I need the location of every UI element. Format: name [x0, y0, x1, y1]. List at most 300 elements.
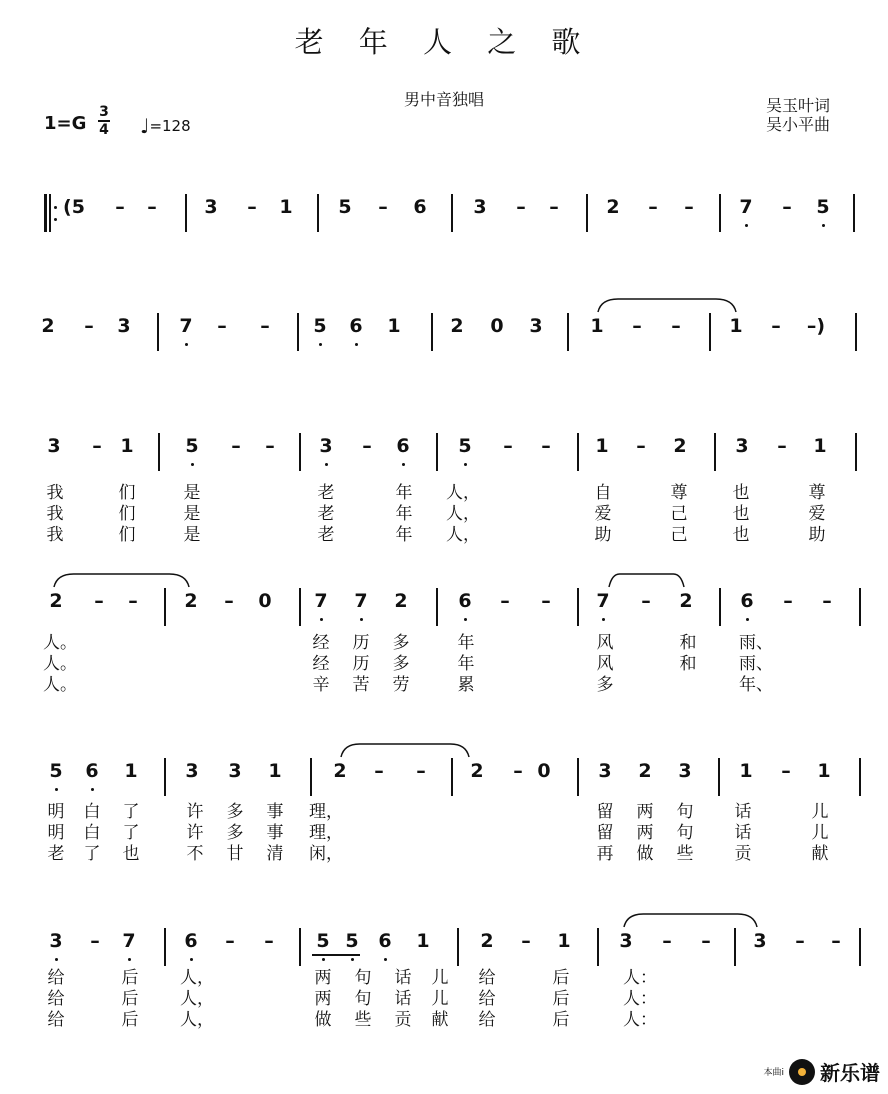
note: (5: [63, 196, 85, 218]
lyric-syllable: 老: [47, 844, 65, 864]
lyric-syllable: 给: [478, 968, 496, 988]
note: 2: [638, 760, 652, 782]
lyric-syllable: 句: [354, 968, 372, 988]
lyric-syllable: 累: [457, 675, 475, 695]
note: 7: [179, 315, 193, 337]
lyric-syllable: 许: [186, 802, 204, 822]
note: –: [147, 196, 157, 218]
lyric-syllable: 两: [314, 968, 332, 988]
lyric-syllable: 年: [395, 504, 413, 524]
note: 1: [557, 930, 571, 952]
lyric-syllable: 年、: [739, 675, 773, 695]
lyric-syllable: 年: [457, 654, 475, 674]
eighth-beam: [312, 954, 360, 956]
lyric-syllable: 后: [552, 1010, 570, 1030]
note: 5: [816, 196, 830, 218]
lyric-syllable: 们: [118, 525, 136, 545]
lyric-syllable: 们: [118, 504, 136, 524]
note: –: [224, 590, 234, 612]
note: –: [378, 196, 388, 218]
note: –: [641, 590, 651, 612]
lyric-syllable: 辛: [312, 675, 330, 695]
note: 1: [120, 435, 134, 457]
note: 3: [529, 315, 543, 337]
lyric-syllable: 人。: [43, 675, 77, 695]
repeat-bar-thin: [49, 194, 51, 232]
lyric-syllable: 历: [352, 633, 370, 653]
low-octave-dot: [322, 958, 325, 961]
lyric-syllable: 爱: [594, 504, 612, 524]
note: 3: [204, 196, 218, 218]
note: –: [231, 435, 241, 457]
tie-arc: [340, 742, 470, 758]
lyric-syllable: 话: [394, 968, 412, 988]
low-octave-dot: [191, 463, 194, 466]
lyric-syllable: 给: [478, 1010, 496, 1030]
barline: [451, 758, 453, 796]
barline: [859, 928, 861, 966]
lyric-syllable: 儿: [431, 968, 449, 988]
lyric-syllable: 给: [478, 989, 496, 1009]
tie-arc: [608, 572, 685, 588]
note: 7: [122, 930, 136, 952]
tie-arc: [597, 297, 737, 313]
note: –: [541, 435, 551, 457]
lyric-syllable: 我: [46, 504, 64, 524]
lyric-syllable: 人：: [623, 1010, 657, 1030]
lyric-syllable: 后: [121, 989, 139, 1009]
lyric-syllable: 不: [186, 844, 204, 864]
lyric-syllable: 清: [266, 844, 284, 864]
barline: [719, 588, 721, 626]
barline: [157, 313, 159, 351]
lyric-syllable: 再: [596, 844, 614, 864]
lyric-syllable: 事: [266, 802, 284, 822]
lyric-syllable: 是: [183, 525, 201, 545]
note: 6: [396, 435, 410, 457]
note: 1: [729, 315, 743, 337]
performance-note: 男中音独唱: [403, 90, 484, 109]
barline: [714, 433, 716, 471]
note: 3: [49, 930, 63, 952]
note: –): [806, 315, 826, 337]
tie-arc: [623, 912, 758, 928]
lyric-syllable: 是: [183, 483, 201, 503]
lyric-syllable: 也: [732, 525, 750, 545]
barline: [567, 313, 569, 351]
lyric-syllable: 明: [47, 802, 65, 822]
barline: [297, 313, 299, 351]
note: 1: [739, 760, 753, 782]
lyric-syllable: 些: [354, 1010, 372, 1030]
lyric-syllable: 句: [676, 823, 694, 843]
tempo-value: =128: [149, 117, 191, 135]
note: –: [416, 760, 426, 782]
note: –: [128, 590, 138, 612]
note: –: [648, 196, 658, 218]
low-octave-dot: [55, 958, 58, 961]
note: 7: [739, 196, 753, 218]
note: –: [822, 590, 832, 612]
lyric-syllable: 们: [118, 483, 136, 503]
note: –: [632, 315, 642, 337]
note: –: [636, 435, 646, 457]
note: 6: [184, 930, 198, 952]
low-octave-dot: [325, 463, 328, 466]
lyric-syllable: 劳: [392, 675, 410, 695]
lyric-syllable: 后: [121, 968, 139, 988]
note: –: [247, 196, 257, 218]
barline: [577, 433, 579, 471]
low-octave-dot: [128, 958, 131, 961]
note: –: [94, 590, 104, 612]
barline: [597, 928, 599, 966]
repeat-dot: [54, 218, 57, 221]
lyric-syllable: 多: [226, 802, 244, 822]
note: –: [684, 196, 694, 218]
note: 7: [354, 590, 368, 612]
lyric-syllable: 闲，: [309, 844, 343, 864]
lyric-syllable: 给: [47, 968, 65, 988]
note: –: [265, 435, 275, 457]
barline: [310, 758, 312, 796]
lyric-syllable: 许: [186, 823, 204, 843]
lyricist-credit: 吴玉叶词: [765, 96, 830, 115]
low-octave-dot: [464, 618, 467, 621]
low-octave-dot: [319, 343, 322, 346]
note: 3: [319, 435, 333, 457]
note: 7: [596, 590, 610, 612]
low-octave-dot: [320, 618, 323, 621]
note: –: [503, 435, 513, 457]
note: 7: [314, 590, 328, 612]
lyric-syllable: 老: [317, 504, 335, 524]
barline: [855, 313, 857, 351]
note: –: [362, 435, 372, 457]
barline: [299, 433, 301, 471]
repeat-dot: [54, 206, 57, 209]
low-octave-dot: [402, 463, 405, 466]
lyric-syllable: 两: [636, 802, 654, 822]
note: 3: [117, 315, 131, 337]
note: 2: [394, 590, 408, 612]
lyric-syllable: 也: [732, 483, 750, 503]
barline: [299, 588, 301, 626]
note: –: [549, 196, 559, 218]
note: 2: [606, 196, 620, 218]
low-octave-dot: [745, 224, 748, 227]
lyric-syllable: 理，: [309, 823, 343, 843]
low-octave-dot: [355, 343, 358, 346]
lyric-syllable: 老: [317, 525, 335, 545]
lyric-syllable: 风: [596, 633, 614, 653]
low-octave-dot: [190, 958, 193, 961]
note: 6: [349, 315, 363, 337]
note: 3: [678, 760, 692, 782]
lyric-syllable: 历: [352, 654, 370, 674]
lyric-syllable: 苦: [352, 675, 370, 695]
barline: [457, 928, 459, 966]
barline: [853, 194, 855, 232]
note: 2: [470, 760, 484, 782]
barline: [577, 588, 579, 626]
lyric-syllable: 给: [47, 989, 65, 1009]
lyric-syllable: 尊: [670, 483, 688, 503]
lyric-syllable: 也: [732, 504, 750, 524]
lyric-syllable: 献: [431, 1010, 449, 1030]
note: 5: [345, 930, 359, 952]
brand-name: 新乐谱: [820, 1061, 880, 1085]
low-octave-dot: [464, 463, 467, 466]
note: 1: [416, 930, 430, 952]
barline: [317, 194, 319, 232]
lyric-syllable: 和: [679, 633, 697, 653]
note: –: [777, 435, 787, 457]
lyric-syllable: 老: [317, 483, 335, 503]
note: 6: [378, 930, 392, 952]
note: –: [260, 315, 270, 337]
lyric-syllable: 做: [636, 844, 654, 864]
note: –: [84, 315, 94, 337]
lyric-syllable: 后: [121, 1010, 139, 1030]
note: –: [782, 196, 792, 218]
low-octave-dot: [55, 788, 58, 791]
note: –: [521, 930, 531, 952]
note: 1: [387, 315, 401, 337]
note: –: [771, 315, 781, 337]
lyric-syllable: 献: [811, 844, 829, 864]
lyric-syllable: 人：: [623, 968, 657, 988]
note: 3: [228, 760, 242, 782]
note: –: [701, 930, 711, 952]
note: 1: [817, 760, 831, 782]
lyric-syllable: 了: [83, 844, 101, 864]
note: 2: [184, 590, 198, 612]
lyric-syllable: 多: [596, 675, 614, 695]
note: 3: [185, 760, 199, 782]
note: –: [783, 590, 793, 612]
low-octave-dot: [822, 224, 825, 227]
time-bottom: 4: [99, 122, 109, 138]
lyric-syllable: 风: [596, 654, 614, 674]
lyric-syllable: 年: [395, 483, 413, 503]
lyric-syllable: 人。: [43, 654, 77, 674]
barline: [719, 194, 721, 232]
note: –: [500, 590, 510, 612]
lyric-syllable: 话: [734, 802, 752, 822]
barline: [718, 758, 720, 796]
credits: [766, 96, 830, 134]
note: 3: [753, 930, 767, 952]
barline: [859, 758, 861, 796]
note: –: [662, 930, 672, 952]
note: 1: [279, 196, 293, 218]
note: 3: [598, 760, 612, 782]
barline: [734, 928, 736, 966]
lyric-syllable: 留: [596, 823, 614, 843]
lyric-syllable: 雨、: [739, 654, 773, 674]
barline: [164, 758, 166, 796]
lyric-syllable: 儿: [811, 823, 829, 843]
lyric-syllable: 了: [122, 823, 140, 843]
note: –: [831, 930, 841, 952]
note: –: [225, 930, 235, 952]
note: –: [90, 930, 100, 952]
lyric-syllable: 己: [670, 504, 688, 524]
lyric-syllable: 经: [312, 654, 330, 674]
note: 5: [49, 760, 63, 782]
barline: [709, 313, 711, 351]
time-top: 3: [99, 104, 109, 120]
barline: [577, 758, 579, 796]
lyric-syllable: 儿: [431, 989, 449, 1009]
note: 0: [258, 590, 272, 612]
lyric-syllable: 助: [808, 525, 826, 545]
note: –: [374, 760, 384, 782]
note: 3: [735, 435, 749, 457]
low-octave-dot: [91, 788, 94, 791]
lyric-syllable: 也: [122, 844, 140, 864]
note: 6: [85, 760, 99, 782]
lyric-syllable: 给: [47, 1010, 65, 1030]
lyric-syllable: 尊: [808, 483, 826, 503]
song-title: 老 年 人 之 歌: [294, 25, 594, 59]
footer-small-text: 本曲i: [763, 1068, 784, 1078]
lyric-syllable: 年: [457, 633, 475, 653]
note: –: [781, 760, 791, 782]
lyric-syllable: 明: [47, 823, 65, 843]
lyric-syllable: 己: [670, 525, 688, 545]
tie-arc: [53, 572, 190, 588]
note: –: [541, 590, 551, 612]
lyric-syllable: 人，: [180, 989, 214, 1009]
composer-credit: 吴小平曲: [765, 115, 830, 134]
barline: [185, 194, 187, 232]
note: –: [92, 435, 102, 457]
note: 3: [473, 196, 487, 218]
lyric-syllable: 爱: [808, 504, 826, 524]
note: –: [671, 315, 681, 337]
lyric-syllable: 我: [46, 483, 64, 503]
lyric-syllable: 贡: [394, 1010, 412, 1030]
lyric-syllable: 人，: [180, 968, 214, 988]
lyric-syllable: 白: [83, 802, 101, 822]
note: 0: [537, 760, 551, 782]
lyric-syllable: 雨、: [739, 633, 773, 653]
barline: [436, 588, 438, 626]
quarter-note-icon: ♩: [140, 114, 150, 138]
lyric-syllable: 句: [676, 802, 694, 822]
lyric-syllable: 多: [392, 633, 410, 653]
lyric-syllable: 是: [183, 504, 201, 524]
low-octave-dot: [384, 958, 387, 961]
note: 1: [590, 315, 604, 337]
low-octave-dot: [185, 343, 188, 346]
note: 1: [124, 760, 138, 782]
lyric-syllable: 话: [394, 989, 412, 1009]
note: 5: [338, 196, 352, 218]
lyric-syllable: 人，: [180, 1010, 214, 1030]
lyric-syllable: 人。: [43, 633, 77, 653]
lyric-syllable: 年: [395, 525, 413, 545]
barline: [855, 433, 857, 471]
note: –: [264, 930, 274, 952]
lyric-syllable: 多: [226, 823, 244, 843]
lyric-syllable: 多: [392, 654, 410, 674]
lyric-syllable: 助: [594, 525, 612, 545]
note: 1: [813, 435, 827, 457]
note: –: [217, 315, 227, 337]
note: 5: [313, 315, 327, 337]
lyric-syllable: 了: [122, 802, 140, 822]
note: 2: [673, 435, 687, 457]
barline: [586, 194, 588, 232]
lyric-syllable: 人，: [446, 483, 480, 503]
lyric-syllable: 做: [314, 1010, 332, 1030]
key-signature: 1=G: [44, 113, 87, 134]
time-signature: [98, 105, 110, 137]
lyric-syllable: 理，: [309, 802, 343, 822]
barline: [158, 433, 160, 471]
low-octave-dot: [360, 618, 363, 621]
lyric-syllable: 人，: [446, 504, 480, 524]
note: –: [115, 196, 125, 218]
lyric-syllable: 后: [552, 968, 570, 988]
lyric-syllable: 儿: [811, 802, 829, 822]
music-disc-icon: [789, 1059, 815, 1085]
barline: [299, 928, 301, 966]
lyric-syllable: 话: [734, 823, 752, 843]
note: –: [516, 196, 526, 218]
low-octave-dot: [746, 618, 749, 621]
barline: [164, 588, 166, 626]
note: 2: [480, 930, 494, 952]
note: –: [795, 930, 805, 952]
note: 2: [450, 315, 464, 337]
site-logo: [763, 1057, 880, 1086]
barline: [431, 313, 433, 351]
lyric-syllable: 白: [83, 823, 101, 843]
note: 1: [595, 435, 609, 457]
lyric-syllable: 些: [676, 844, 694, 864]
barline: [859, 588, 861, 626]
lyric-syllable: 事: [266, 823, 284, 843]
lyric-syllable: 自: [594, 483, 612, 503]
lyric-syllable: 后: [552, 989, 570, 1009]
repeat-bar-thick: [44, 194, 47, 232]
note: 3: [619, 930, 633, 952]
lyric-syllable: 贡: [734, 844, 752, 864]
tempo-marking: [140, 114, 191, 138]
note: 3: [47, 435, 61, 457]
lyric-syllable: 人：: [623, 989, 657, 1009]
barline: [164, 928, 166, 966]
note: 5: [316, 930, 330, 952]
lyric-syllable: 两: [314, 989, 332, 1009]
lyric-syllable: 和: [679, 654, 697, 674]
lyric-syllable: 人，: [446, 525, 480, 545]
note: 2: [49, 590, 63, 612]
low-octave-dot: [602, 618, 605, 621]
lyric-syllable: 甘: [226, 844, 244, 864]
lyric-syllable: 两: [636, 823, 654, 843]
barline: [436, 433, 438, 471]
lyric-syllable: 句: [354, 989, 372, 1009]
note: 1: [268, 760, 282, 782]
note: 2: [333, 760, 347, 782]
barline: [451, 194, 453, 232]
note: 6: [458, 590, 472, 612]
